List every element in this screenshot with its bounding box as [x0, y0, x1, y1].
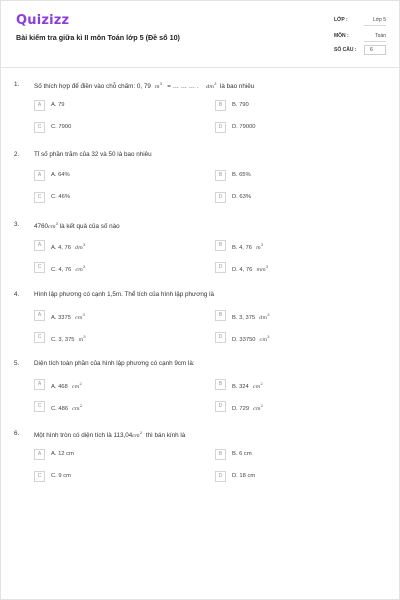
option-letter-box: C — [34, 122, 45, 133]
meta-count — [334, 45, 386, 57]
meta-count-label: SỐ CÂU : — [334, 47, 357, 53]
option-text: D. 729 $cm^2$ — [232, 403, 264, 412]
option-text: B. 3, 375 $dm^3$ — [232, 312, 270, 321]
option-text: A. 12 cm — [51, 451, 74, 457]
question-number: 5. — [14, 360, 20, 367]
option-text: D. 33750 $cm^3$ — [232, 334, 270, 343]
question-4 — [1, 291, 400, 363]
question-3 — [1, 221, 400, 293]
option-letter-box: B — [215, 379, 226, 390]
question-text: Diện tích toàn phần của hình lập phương có cạnh 9cm là: — [34, 360, 195, 367]
option-text: B. 790 — [232, 102, 249, 108]
option-text: B. 4, 76 $m^3$ — [232, 242, 264, 251]
option-letter-box: B — [215, 310, 226, 321]
option-letter-box: A — [34, 449, 45, 460]
option-letter-box: D — [215, 122, 226, 133]
question-number: 2. — [14, 151, 20, 158]
option-text: D. 18 cm — [232, 473, 256, 479]
question-text: Hình lập phương có cạnh 1,5m. Thể tích của hình lập phương là — [34, 291, 215, 298]
question-text: Số thích hợp để điền vào chỗ chấm: 0, 79 $m^3$ = … … … . $dm^3$ là bao nhiêu — [34, 81, 255, 90]
meta-subject-underline — [364, 41, 386, 42]
question-number: 4. — [14, 291, 20, 298]
question-2 — [1, 151, 400, 223]
option-letter-box: D — [215, 192, 226, 203]
option-letter-box: C — [34, 401, 45, 412]
option-letter-box: A — [34, 310, 45, 321]
option-text: C. 4, 76 $cm^3$ — [51, 264, 86, 273]
option-letter-box: D — [215, 401, 226, 412]
question-text: Một hình tròn có diện tích là $113,04cm^2$ thì bán kính là — [34, 430, 186, 439]
option-text: A. 3375 $cm^3$ — [51, 312, 85, 321]
option-text: D. 63% — [232, 194, 252, 200]
meta-count-value: 6 — [370, 47, 373, 53]
option-letter-box: D — [215, 471, 226, 482]
option-letter-box: C — [34, 471, 45, 482]
option-letter-box: B — [215, 100, 226, 111]
question-text: $4760cm^3$ là kết quả của số nào — [34, 221, 120, 230]
option-text: C. 46% — [51, 194, 71, 200]
option-text: A. 64% — [51, 172, 70, 178]
meta-class-label: LỚP : — [334, 17, 348, 23]
option-text: C. 7900 — [51, 124, 72, 130]
option-text: A. 79 — [51, 102, 65, 108]
option-letter-box: D — [215, 262, 226, 273]
question-number: 3. — [14, 221, 20, 228]
meta-class-value: Lớp 5 — [372, 17, 386, 23]
option-text: B. 6 cm — [232, 451, 252, 457]
option-letter-box: A — [34, 379, 45, 390]
option-letter-box: B — [215, 240, 226, 251]
option-text: C. 9 cm — [51, 473, 71, 479]
question-number: 1. — [14, 81, 20, 88]
option-text: D. 79000 — [232, 124, 256, 130]
question-1 — [1, 81, 400, 153]
question-6 — [1, 430, 400, 502]
meta-subject-label: MÔN : — [334, 33, 349, 39]
meta-subject-value: Toán — [375, 33, 386, 39]
option-letter-box: A — [34, 170, 45, 181]
question-5 — [1, 360, 400, 432]
option-text: B. 65% — [232, 172, 251, 178]
option-letter-box: C — [34, 332, 45, 343]
option-text: C. 486 $cm^2$ — [51, 403, 83, 412]
meta-count-box — [364, 45, 386, 55]
page-title: Bài kiểm tra giữa kì II môn Toán lớp 5 (Đề số 10) — [16, 33, 180, 42]
option-letter-box: C — [34, 192, 45, 203]
quizizz-logo: Quizizz — [16, 13, 70, 28]
option-letter-box: B — [215, 449, 226, 460]
option-letter-box: A — [34, 100, 45, 111]
option-text: B. 324 $cm^2$ — [232, 381, 263, 390]
option-letter-box: A — [34, 240, 45, 251]
option-letter-box: B — [215, 170, 226, 181]
option-letter-box: C — [34, 262, 45, 273]
option-letter-box: D — [215, 332, 226, 343]
option-text: C. 3, 375 $m^3$ — [51, 334, 86, 343]
question-text: Tỉ số phần trăm của 32 và 50 là bao nhiêu — [34, 151, 152, 158]
option-text: D. 4, 76 $mm^3$ — [232, 264, 269, 273]
question-number: 6. — [14, 430, 20, 437]
meta-class-underline — [364, 25, 386, 26]
option-text: A. 4, 76 $dm^3$ — [51, 242, 86, 251]
option-text: A. 468 $cm^2$ — [51, 381, 82, 390]
header-divider — [1, 67, 400, 68]
